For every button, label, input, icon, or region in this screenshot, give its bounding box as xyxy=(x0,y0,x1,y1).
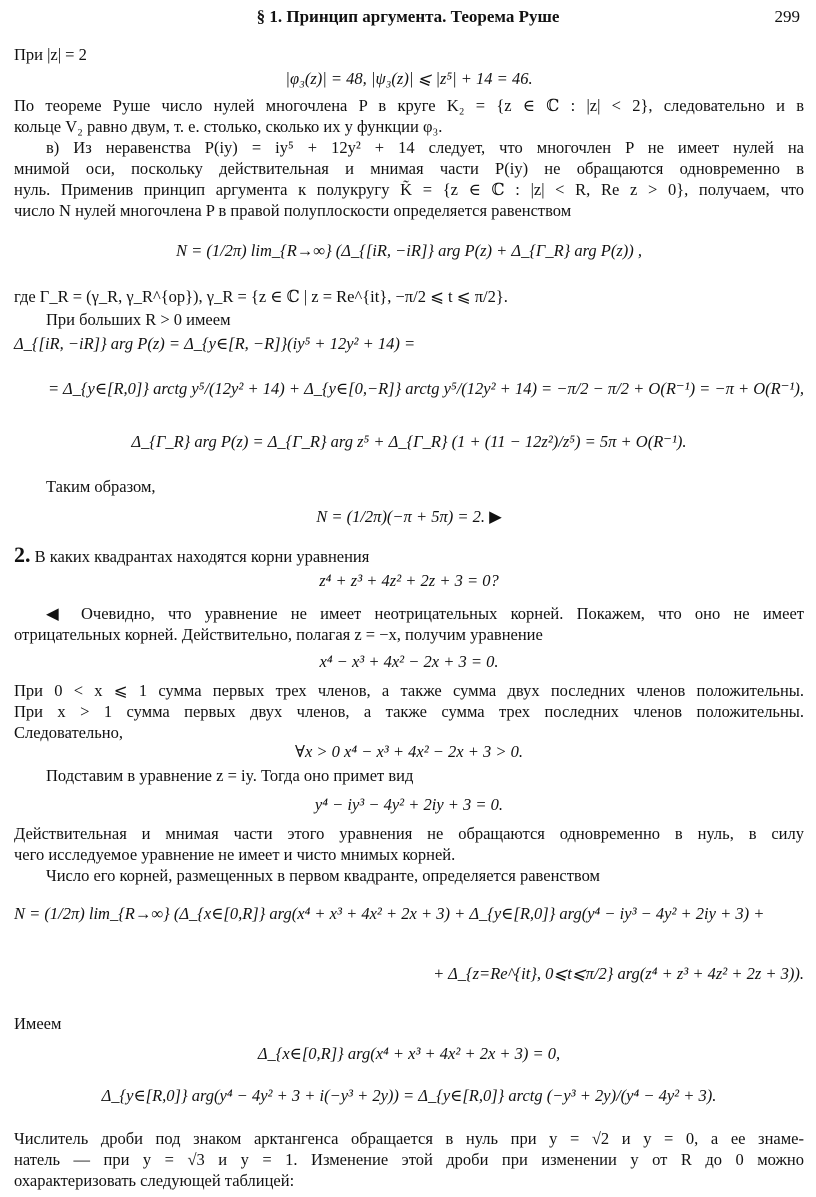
text-line-l02: |φ₃(z)| = 48, |ψ₃(z)| ⩽ |z⁵| + 14 = 46. xyxy=(285,69,533,88)
text-line-l38: охарактеризовать следующей таблицей: xyxy=(14,1171,295,1190)
text-line-l30: Число его корней, размещенных в первом квадранте, определяется равенством xyxy=(46,866,600,885)
text-line-l15: Таким образом, xyxy=(46,477,156,496)
page-number: 299 xyxy=(774,7,800,26)
text-line-l05: в) Из неравенства P(iy) = iy⁵ + 12y² + 14 следует, что многочлен P не имеет нулей на xyxy=(46,138,804,157)
text-line-l18: z⁴ + z³ + 4z² + 2z + 3 = 0? xyxy=(319,571,499,590)
text-line-l33: Имеем xyxy=(14,1014,62,1033)
text-line-l35: Δ_{y∈[R,0]} arg(y⁴ − 4y² + 3 + i(−y³ + 2y)) = Δ_{y∈[R,0]} arctg (−y³ + 2y)/(y⁴ − 4y² + 3). xyxy=(101,1086,717,1105)
text-line-l16: N = (1/2π)(−π + 5π) = 2. ▶ xyxy=(316,507,502,526)
text-line-l21: x⁴ − x³ + 4x² − 2x + 3 = 0. xyxy=(319,652,499,671)
text-line-l19: ◀ Очевидно, что уравнение не имеет неотрицательных корней. Покажем, что оно не имеет xyxy=(46,604,804,623)
text-line-l07: нуль. Применив принцип аргумента к полукругу K̃ = {z ∈ ℂ : |z| < R, Re z > 0}, получаем, что xyxy=(14,180,804,199)
text-line-l27: y⁴ − iy³ − 4y² + 2iy + 3 = 0. xyxy=(314,795,504,814)
text-line-l26: Подставим в уравнение z = iy. Тогда оно примет вид xyxy=(46,766,414,785)
text-line-l01: При |z| = 2 xyxy=(14,45,87,64)
text-line-l29: чего исследуемое уравнение не имеет и чисто мнимых корней. xyxy=(14,845,456,864)
text-line-l34: Δ_{x∈[0,R]} arg(x⁴ + x³ + 4x² + 2x + 3) = 0, xyxy=(257,1044,561,1063)
text-line-l04: кольце V₂ равно двум, т. е. столько, сколько их у функции φ₃. xyxy=(14,117,443,136)
text-line-l03: По теореме Руше число нулей многочлена P в круге K₂ = {z ∈ ℂ : |z| < 2}, следовательно и в xyxy=(14,96,804,115)
text-line-l10: где Γ_R = (γ_R, γ_R^{op}), γ_R = {z ∈ ℂ | z = Re^{it}, −π/2 ⩽ t ⩽ π/2}. xyxy=(14,287,508,306)
text-line-l37: натель — при y = √3 и y = 1. Изменение этой дроби при изменении y от R до 0 можно xyxy=(14,1150,804,1169)
text-line-l28: Действительная и мнимая части этого уравнения не обращаются одновременно в нуль, в силу xyxy=(14,824,804,843)
text-line-l09: N = (1/2π) lim_{R→∞} (Δ_{[iR, −iR]} arg P(z) + Δ_{Γ_R} arg P(z)) , xyxy=(175,241,643,260)
text-line-l22: При 0 < x ⩽ 1 сумма первых трех членов, а также сумма двух последних членов положительны. xyxy=(14,681,804,700)
problem-text: В каких квадрантах находятся корни уравнения xyxy=(30,547,370,566)
text-line-l13: = Δ_{y∈[R,0]} arctg y⁵/(12y² + 14) + Δ_{y∈[0,−R]} arctg y⁵/(12y² + 14) = −π/2 − π/2 + O(R⁻¹) = −π + O(R⁻¹), xyxy=(48,379,804,398)
text-line-l12: Δ_{[iR, −iR]} arg P(z) = Δ_{y∈[R, −R]}(iy⁵ + 12y² + 14) = xyxy=(14,334,416,353)
text-line-l25: ∀x > 0 x⁴ − x³ + 4x² − 2x + 3 > 0. xyxy=(294,742,523,761)
text-line-l23: При x > 1 сумма первых двух членов, а также сумма трех последних членов положительны. xyxy=(14,702,804,721)
text-line-l36: Числитель дроби под знаком арктангенса обращается в нуль при y = √2 и y = 0, а ее знаме- xyxy=(14,1129,804,1148)
running-header xyxy=(0,6,816,32)
text-line-l08: число N нулей многочлена P в правой полуплоскости определяется равенством xyxy=(14,201,572,220)
header-title: § 1. Принцип аргумента. Теорема Руше xyxy=(256,7,560,26)
text-line-l31: N = (1/2π) lim_{R→∞} (Δ_{x∈[0,R]} arg(x⁴ + x³ + 4x² + 2x + 3) + Δ_{y∈[R,0]} arg(y⁴ − iy³ − 4y² + 2iy + 3) + xyxy=(14,904,765,923)
text-line-l14: Δ_{Γ_R} arg P(z) = Δ_{Γ_R} arg z⁵ + Δ_{Γ_R} (1 + (11 − 12z²)/z⁵) = 5π + O(R⁻¹). xyxy=(131,432,687,451)
text-line-l24: Следовательно, xyxy=(14,723,123,742)
text-line-l06: мнимой оси, поскольку действительная и мнимая части P(iy) не обращаются одновременно в xyxy=(14,159,804,178)
text-line-l32: + Δ_{z=Re^{it}, 0⩽t⩽π/2} arg(z⁴ + z³ + 4z² + 2z + 3)). xyxy=(433,964,804,983)
text-line-l11: При больших R > 0 имеем xyxy=(46,310,231,329)
text-line-l20: отрицательных корней. Действительно, полагая z = −x, получим уравнение xyxy=(14,625,543,644)
problem-2-statement xyxy=(14,544,804,567)
problem-number: 2. xyxy=(14,542,31,567)
